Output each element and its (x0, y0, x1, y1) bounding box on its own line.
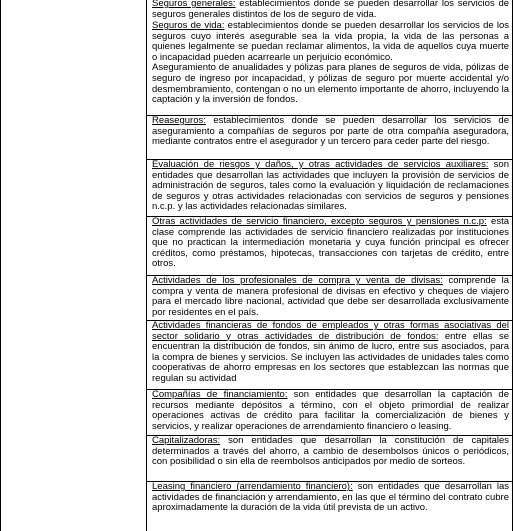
entry-leasing-financiero (147, 481, 513, 514)
entry-text: Aseguramiento de anualidades y pólizas para planes de seguros de vida, pólizas de seguro de ingreso por incapacidad, y pólizas de seguro por muerte accidental y/o desmembramiento, contengan o no un elemento importante de ahorro, incluyendo la captación y la inversión de fondos. (152, 62, 509, 106)
entry-text: comprende la compra y venta de manera profesional de divisas en efectivo y cheques de viajero para el mercado libre nacional, actividad que debe ser desarrollada exclusivamente por residentes en el país. (152, 275, 510, 318)
entry-title: Evaluación de riesgos y daños, y otras actividades de servicios auxiliares: (152, 159, 489, 170)
entry-title: Compañías de financiamiento: (152, 389, 288, 400)
entry-title: Seguros generales: (152, 0, 236, 9)
entry-text: establecimientos donde se pueden desarrollar los servicios de aseguramiento a compañías de seguros por parte de otra compañía aseguradora, mediante contratos entre el asegurador y un tercero para ceder parte del riesgo. (152, 115, 509, 148)
entry-text: esta clase comprende las actividades de servicio financiero realizadas por instituciones que no practican la intermediación monetaria y cuya función principal es ofrecer créditos, como préstamos, hipotecas, transacciones con tarjetas de crédito, entre otros. (152, 216, 510, 270)
entry-otras-actividades-financieras (147, 216, 513, 270)
description-column (147, 0, 513, 531)
entry-text: son entidades que desarrollan la captación de recursos mediante depósitos a término, con el objeto primordial de realizar operaciones activas de crédito para facilitar la comercialización de bienes y servicios, y realizar operaciones de arrendamiento financiero o leasing. (152, 389, 509, 432)
entry-evaluacion-riesgos (147, 159, 513, 213)
entry-reaseguros (147, 115, 513, 148)
entry-text: son entidades que desarrollan las actividades de financiación y arrendamiento, en las que el término del contrato cubre aproximadamente la duración de la vida útil prevista de un activo. (152, 481, 509, 514)
entry-title: Actividades de los profesionales de compra y venta de divisas: (152, 275, 443, 286)
category-column (0, 0, 147, 531)
entry-text: entre ellas se encuentran la distribución de fondos, sin ánimo de lucro, entre sus asociados, para la compra de bienes y servicios. Se incluyen las actividades de unidades tales como cooperativas de ahorro empresas en los sectores que establezcan las normas que regulan su actividad (152, 330, 509, 384)
entry-compra-venta-divisas (147, 275, 513, 318)
entry-title: Reaseguros: (152, 115, 206, 126)
entry-title: Seguros de vida: (152, 20, 225, 31)
entry-companias-financiamiento (147, 389, 513, 432)
entry-capitalizadoras (147, 435, 513, 468)
entry-title: Leasing financiero (arrendamiento financiero): (152, 481, 353, 492)
entry-text: establecimientos donde se pueden desarrollar los servicios de seguros generales distintos de los de seguro de vida. (152, 0, 510, 20)
entry-title: Actividades financieras de fondos de empleados y otras formas asociativas del sector solidario y otras actividades de distribución de fondos: (152, 320, 509, 342)
entry-title: Capitalizadoras: (152, 435, 221, 446)
entry-text: establecimientos donde se pueden desarrollar los servicios de los seguros cuyo interés asegurable sea la vida propia, la vida de las personas a quienes legalmente se puedan reclamar alimentos, la vida de aquellos cuya muerte o incapacidad pueden acarrearle un perjuicio económico. (152, 20, 509, 63)
entry-fondos-empleados (147, 320, 513, 385)
entry-seguros-generales (147, 0, 513, 20)
entry-text: son entidades que desarrollan la constitución de capitales determinados a través del ahorro, a cambio de desembolsos únicos o periódicos, con posibilidad o sin ella de reembolsos anticipados por medio de sorteos. (152, 435, 510, 468)
entry-text: son entidades que desarrollan las actividades que incluyen la provisión de servicios de administración de seguros, tales como la evaluación y liquidación de reclamaciones de seguros y otras actividades relacionadas con servicios de seguros y pensiones n.c.p. y las actividades relacionadas similares. (152, 159, 509, 213)
entry-title: Otras actividades de servicio financiero, excepto seguros y pensiones n.c.p: (152, 216, 487, 227)
entry-seguros-de-vida (147, 21, 513, 106)
